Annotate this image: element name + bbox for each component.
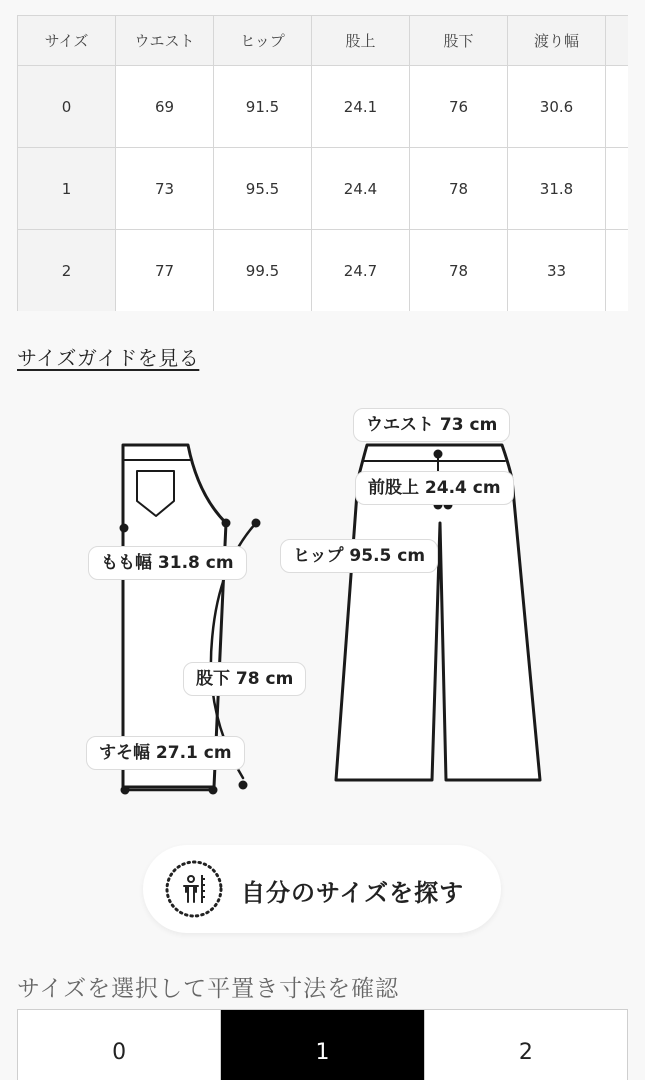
header-cell bbox=[606, 16, 629, 66]
table-row bbox=[18, 66, 629, 148]
table-cell: 33 bbox=[508, 230, 606, 312]
table-cell: 73 bbox=[116, 148, 214, 230]
find-my-size-button[interactable] bbox=[143, 845, 501, 933]
table-cell: 99.5 bbox=[214, 230, 312, 312]
table-header-row bbox=[18, 16, 629, 66]
size-guide-link[interactable]: サイズガイドを見る bbox=[17, 346, 200, 370]
table-cell: 31.8 bbox=[508, 148, 606, 230]
table-row bbox=[18, 148, 629, 230]
size-option-0[interactable]: 0 bbox=[18, 1010, 221, 1080]
body-measure-icon bbox=[164, 859, 224, 919]
table-row bbox=[18, 230, 629, 312]
size-table bbox=[17, 15, 628, 311]
header-cell: 股下 bbox=[410, 16, 508, 66]
size-select-title: サイズを選択して平置き寸法を確認 bbox=[17, 976, 400, 1002]
table-cell: 77 bbox=[116, 230, 214, 312]
table-cell: 24.4 bbox=[312, 148, 410, 230]
table-cell: 78 bbox=[410, 148, 508, 230]
find-my-size-label: 自分のサイズを探す bbox=[241, 879, 465, 907]
thigh-width-label: もも幅 31.8 cm bbox=[88, 546, 247, 580]
table-cell bbox=[606, 66, 629, 148]
table-cell: 91.5 bbox=[214, 66, 312, 148]
hem-width-label: すそ幅 27.1 cm bbox=[86, 736, 245, 770]
size-option-1[interactable]: 1 bbox=[221, 1010, 424, 1080]
table-cell: 0 bbox=[18, 66, 116, 148]
table-cell: 1 bbox=[18, 148, 116, 230]
front-rise-label: 前股上 24.4 cm bbox=[355, 471, 514, 505]
table-cell bbox=[606, 230, 629, 312]
header-cell: ヒップ bbox=[214, 16, 312, 66]
table-cell bbox=[606, 148, 629, 230]
table-cell: 24.1 bbox=[312, 66, 410, 148]
table-cell: 69 bbox=[116, 66, 214, 148]
table-cell: 95.5 bbox=[214, 148, 312, 230]
header-cell: 股上 bbox=[312, 16, 410, 66]
header-cell: ウエスト bbox=[116, 16, 214, 66]
table-cell: 24.7 bbox=[312, 230, 410, 312]
table-cell: 78 bbox=[410, 230, 508, 312]
inseam-label: 股下 78 cm bbox=[183, 662, 306, 696]
measurement-diagram bbox=[0, 395, 645, 810]
header-cell: サイズ bbox=[18, 16, 116, 66]
size-table-container[interactable] bbox=[17, 15, 628, 311]
size-option-2[interactable]: 2 bbox=[518, 1040, 533, 1065]
table-cell: 2 bbox=[18, 230, 116, 312]
hip-label: ヒップ 95.5 cm bbox=[280, 539, 438, 573]
waist-label: ウエスト 73 cm bbox=[353, 408, 510, 442]
table-cell: 76 bbox=[410, 66, 508, 148]
header-cell: 渡り幅 bbox=[508, 16, 606, 66]
size-selector bbox=[17, 1009, 628, 1080]
table-cell: 30.6 bbox=[508, 66, 606, 148]
